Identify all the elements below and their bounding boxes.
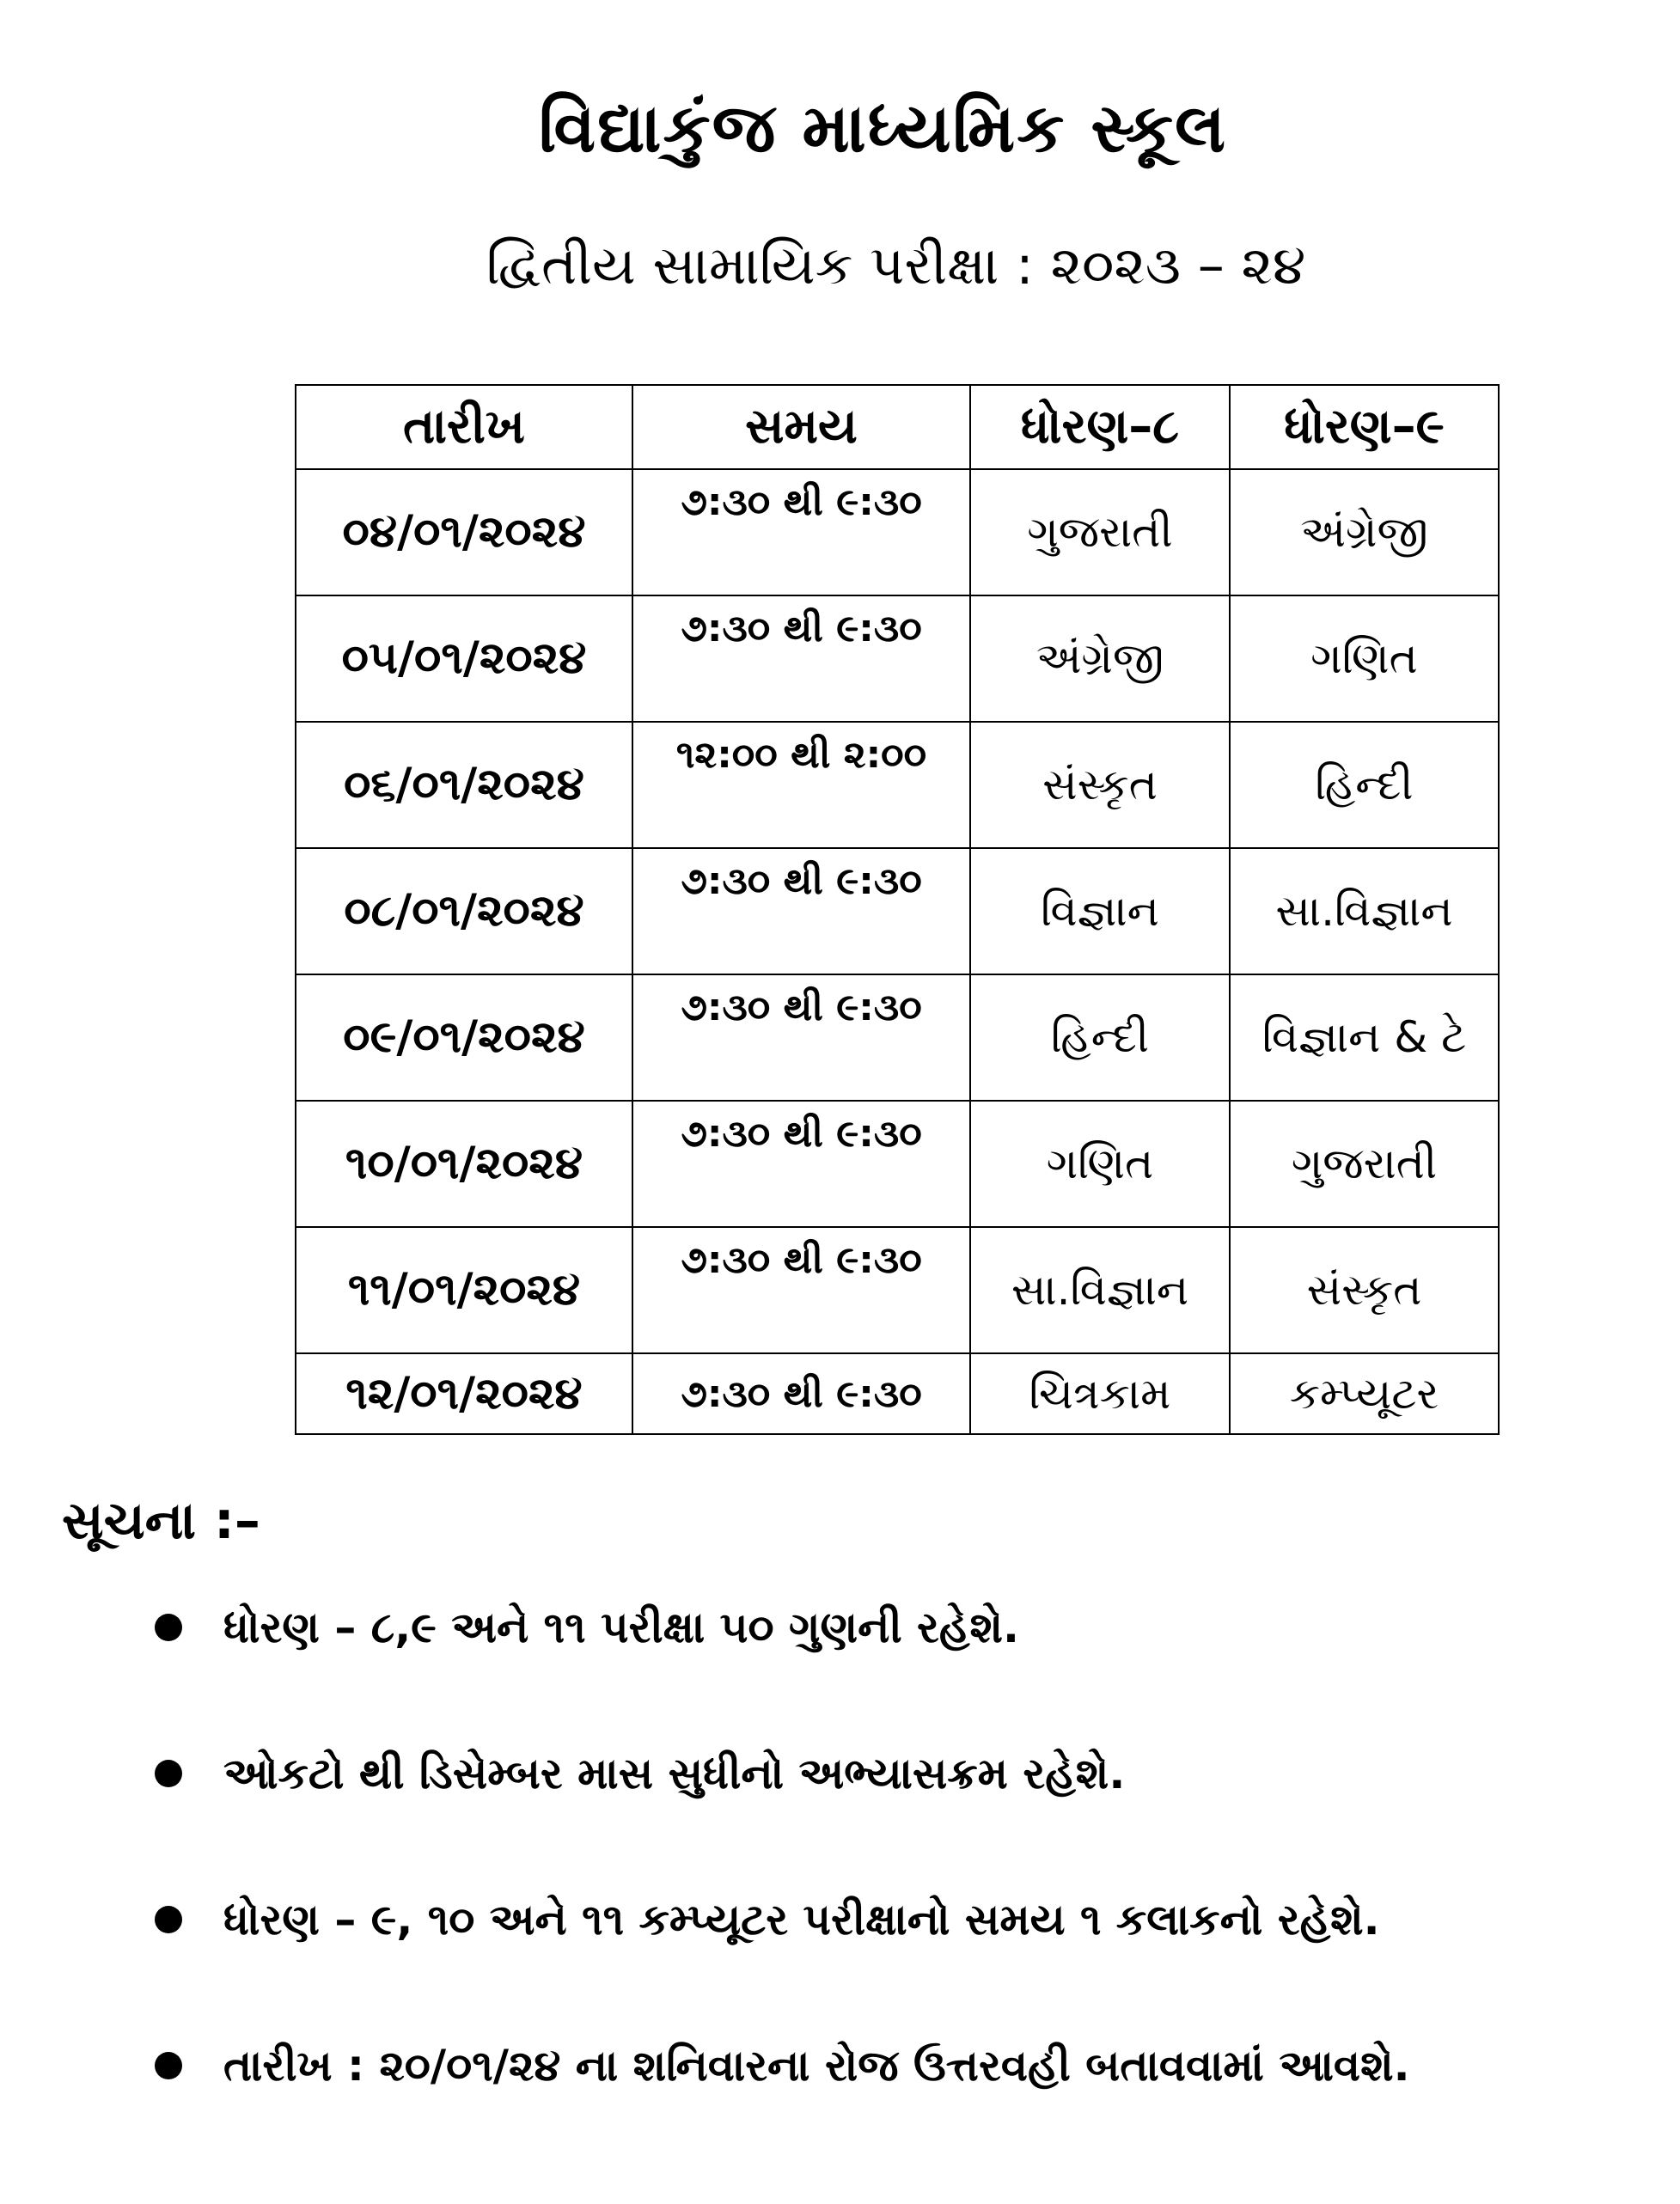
date-cell: ૦૮/૦૧/૨૦૨૪ [296,848,632,974]
note-text: ધોરણ – ૮,૯ અને ૧૧ પરીક્ષા ૫૦ ગુણની રહેશે. [223,1603,1019,1652]
time-cell: ૧૨:૦૦ થી ૨:૦૦ [632,722,970,848]
note-item [155,1737,1616,1810]
std8-subject-cell: વિજ્ઞાન [970,848,1230,974]
note-item [155,1883,1616,1956]
school-name: વિદ્યાકુંજ માધ્યમિક સ્કૂલ [538,90,1228,168]
time-cell: ૭:૩૦ થી ૯:૩૦ [632,1227,970,1353]
table-row [296,1227,1499,1353]
bullet-icon [155,1906,182,1933]
notes-heading: સૂચના :– [62,1491,260,1551]
notes-list [155,1591,1616,2176]
exam-title: દ્વિતીય સામાયિક પરીક્ષા : ૨૦૨૩ – ૨૪ [486,234,1306,296]
date-cell: ૧૨/૦૧/૨૦૨૪ [296,1353,632,1434]
table-row [296,1101,1499,1227]
column-header-date: તારીખ [296,385,632,469]
bullet-icon [155,2052,182,2079]
date-cell: ૦૯/૦૧/૨૦૨૪ [296,974,632,1101]
std8-subject-cell: સા.વિજ્ઞાન [970,1227,1230,1353]
std8-subject-cell: હિન્દી [970,974,1230,1101]
time-cell: ૭:૩૦ થી ૯:૩૦ [632,848,970,974]
note-item [155,1591,1616,1664]
std8-subject-cell: ચિત્રકામ [970,1353,1230,1434]
table-row [296,848,1499,974]
time-cell: ૭:૩૦ થી ૯:૩૦ [632,974,970,1101]
std9-subject-cell: અંગ્રેજી [1230,469,1499,595]
table-row [296,595,1499,722]
note-text: તારીખ : ૨૦/૦૧/૨૪ ના શનિવારના રોજ ઉત્તરવહી બતાવવામાં આવશે. [223,2041,1410,2091]
date-cell: ૧૧/૦૧/૨૦૨૪ [296,1227,632,1353]
note-text: ઓકટો થી ડિસેમ્બર માસ સુધીનો અભ્યાસક્રમ રહેશે. [223,1749,1126,1798]
std8-subject-cell: સંસ્કૃત [970,722,1230,848]
std9-subject-cell: સા.વિજ્ઞાન [1230,848,1499,974]
std8-subject-cell: અંગ્રેજી [970,595,1230,722]
bullet-icon [155,1614,182,1641]
date-cell: ૦૪/૦૧/૨૦૨૪ [296,469,632,595]
time-cell: ૭:૩૦ થી ૯:૩૦ [632,595,970,722]
std9-subject-cell: હિન્દી [1230,722,1499,848]
note-item [155,2030,1616,2102]
time-cell: ૭:૩૦ થી ૯:૩૦ [632,469,970,595]
table-row [296,1353,1499,1434]
date-cell: ૧૦/૦૧/૨૦૨૪ [296,1101,632,1227]
date-cell: ૦૬/૦૧/૨૦૨૪ [296,722,632,848]
bullet-icon [155,1760,182,1787]
note-text: ધોરણ – ૯, ૧૦ અને ૧૧ કમ્પ્યૂટર પરીક્ષાનો સમય ૧ કલાકનો રહેશે. [223,1895,1380,1945]
time-cell: ૭:૩૦ થી ૯:૩૦ [632,1353,970,1434]
column-header-std9: ધોરણ–૯ [1230,385,1499,469]
std9-subject-cell: વિજ્ઞાન & ટે [1230,974,1499,1101]
std8-subject-cell: ગણિત [970,1101,1230,1227]
std9-subject-cell: સંસ્કૃત [1230,1227,1499,1353]
std9-subject-cell: ગણિત [1230,595,1499,722]
column-header-std8: ધોરણ–૮ [970,385,1230,469]
column-header-time: સમય [632,385,970,469]
time-cell: ૭:૩૦ થી ૯:૩૦ [632,1101,970,1227]
date-cell: ૦૫/૦૧/૨૦૨૪ [296,595,632,722]
table-row [296,722,1499,848]
exam-schedule-table [295,384,1500,1435]
std8-subject-cell: ગુજરાતી [970,469,1230,595]
std9-subject-cell: ગુજરાતી [1230,1101,1499,1227]
std9-subject-cell: કમ્પ્યૂટર [1230,1353,1499,1434]
table-row [296,974,1499,1101]
table-row [296,469,1499,595]
table-header-row [296,385,1499,469]
